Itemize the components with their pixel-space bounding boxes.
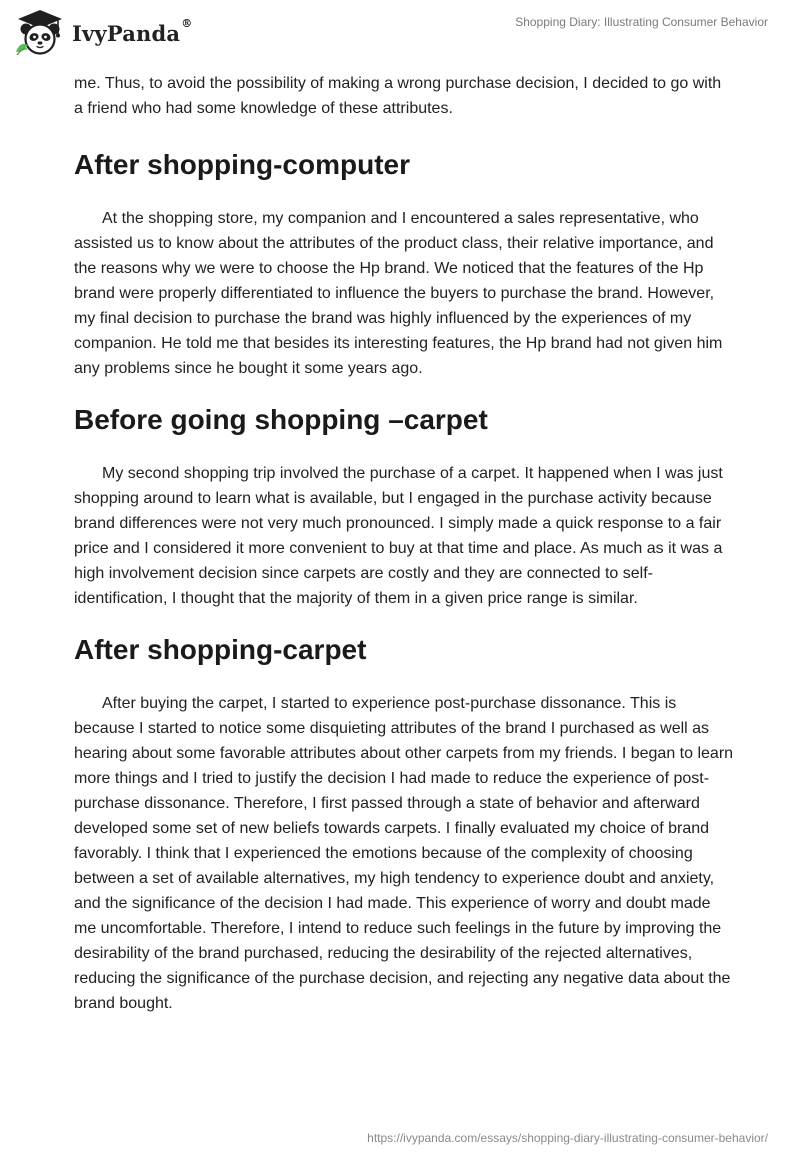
essay-content [74,71,734,1016]
section-paragraph-before-going-shopping-carpet: My second shopping trip involved the purchase of a carpet. It happened when I was just shopping around to learn what is available, but I engaged in the purchase activity because brand differences were not very much pronounced. I simply made a quick response to a fair price and I considered it more convenient to buy at that time and place. As much as it was a high involvement decision since carpets are costly and they are connected to self-identification, I thought that the majority of them in a given price range is similar. [74,465,723,607]
section-heading-after-shopping-carpet: After shopping-carpet [74,634,367,665]
ivypanda-logo[interactable] [14,8,192,58]
section-paragraph-after-shopping-computer: At the shopping store, my companion and I encountered a sales representative, who assisted us to know about the attributes of the product class, their relative importance, and the reasons why we were to choose the Hp brand. We noticed that the features of the Hp brand were properly differentiated to influence the buyers to purchase the brand. However, my final decision to purchase the brand was highly influenced by the experiences of my companion. He told me that besides its interesting features, the Hp brand had not given him any problems since he bought it some years ago. [74,210,723,377]
section-heading-before-going-shopping-carpet: Before going shopping –carpet [74,404,488,435]
page-header [0,0,800,64]
section-heading-after-shopping-computer: After shopping-computer [74,149,410,180]
section-paragraph-after-shopping-carpet: After buying the carpet, I started to experience post-purchase dissonance. This is because I started to notice some disquieting attributes of the brand I purchased as well as hearing about some favorable attributes about other carpets from my friends. I began to learn more things and I tried to justify the decision I had made to reduce the experience of post-purchase dissonance. Therefore, I first passed through a state of behavior and afterward developed some set of new beliefs towards carpets. I finally evaluated my choice of brand favorably. I think that I experienced the emotions because of the complexity of choosing between a set of available alternatives, my high tendency to experience doubt and anxiety, and the significance of the decision I had made. This experience of worry and doubt made me uncomfortable. Therefore, I intend to reduce such feelings in the future by improving the desirability of the brand purchased, reducing the desirability of the rejected alternatives, reducing the significance of the purchase decision, and rejecting any negative data about the brand bought. [74,695,734,1012]
brand-name [72,16,193,46]
brand-registered-mark: ® [181,16,193,30]
source-url-link[interactable]: https://ivypanda.com/essays/shopping-diary-illustrating-consumer-behavior/ [367,1131,768,1145]
panda-graduate-icon [14,8,66,58]
brand-name-text: IvyPanda [72,20,181,46]
document-title: Shopping Diary: Illustrating Consumer Behavior [515,15,768,29]
intro-paragraph: me. Thus, to avoid the possibility of making a wrong purchase decision, I decided to go with a friend who had some knowledge of these attributes. [74,75,722,117]
